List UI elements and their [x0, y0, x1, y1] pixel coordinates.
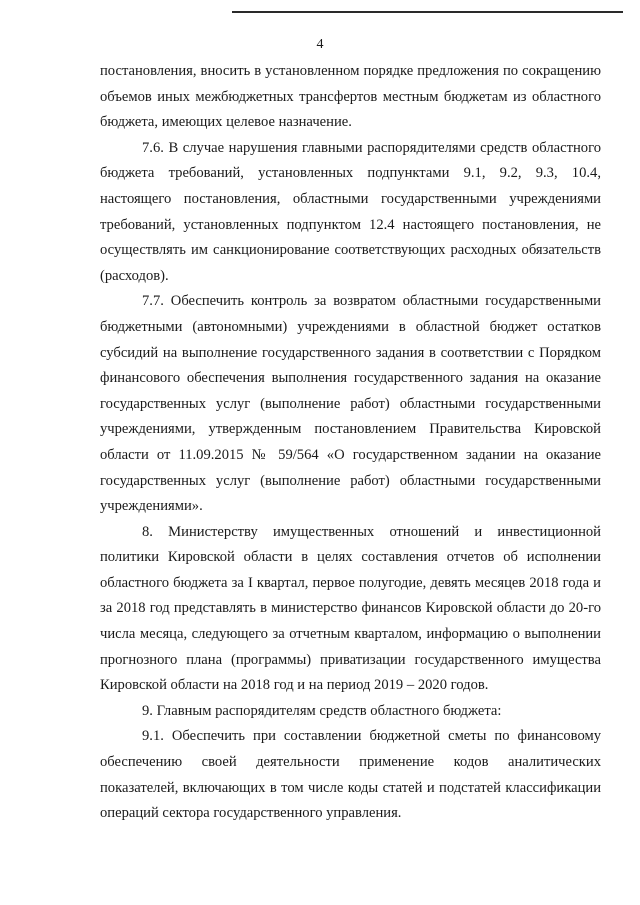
paragraph-7-7: 7.7. Обеспечить контроль за возвратом областными государственными бюджетными (автономными) учреждениями в областной бюджет остатков субсидий на выполнение государственного задания в соответствии с Порядком финансового обеспечения выполнения государственного задания на оказание государственных услуг (выполнение работ) областными государственными учреждениями, утвержденным постановлением Правительства Кировской области от 11.09.2015 № 59/564 «О государственном задании на оказание государственных услуг (выполнение работ) областными государственными учреждениями».: [100, 293, 601, 515]
top-rule: [232, 11, 623, 13]
paragraph-8: 8. Министерству имущественных отношений и инвестиционной политики Кировской области в целях составления отчетов об исполнении областного бюджета за I квартал, первое полугодие, девять месяцев 2018 года и за 2018 год представлять в министерство финансов Кировской области до 20-го числа месяца, следующего за отчетным кварталом, информацию о выполнении прогнозного плана (программы) приватизации государственного имущества Кировской области на 2018 год и на период 2019 – 2020 годов.: [100, 523, 601, 694]
paragraph-continuation: постановления, вносить в установленном порядке предложения по сокращению объемов иных межбюджетных трансфертов местным бюджетам из областного бюджета, имеющих целевое назначение.: [100, 63, 601, 131]
paragraph-9: 9. Главным распорядителям средств областного бюджета:: [142, 702, 502, 719]
document-body: [100, 59, 601, 827]
paragraph-7-6: 7.6. В случае нарушения главными распорядителями средств областного бюджета требований, установленных подпунктами 9.1, 9.2, 9.3, 10.4, настоящего постановления, областными государственными учреждениями требований, установленных подпунктом 12.4 настоящего постановления, не осуществлять им санкционирование соответствующих расходных обязательств (расходов).: [100, 139, 601, 284]
page-number: 4: [316, 37, 324, 52]
paragraph-9-1: 9.1. Обеспечить при составлении бюджетной сметы по финансовому обеспечению своей деятельности применение кодов аналитических показателей, включающих в том числе коды статей и подстатей классификации операций сектора государственного управления.: [100, 728, 601, 822]
